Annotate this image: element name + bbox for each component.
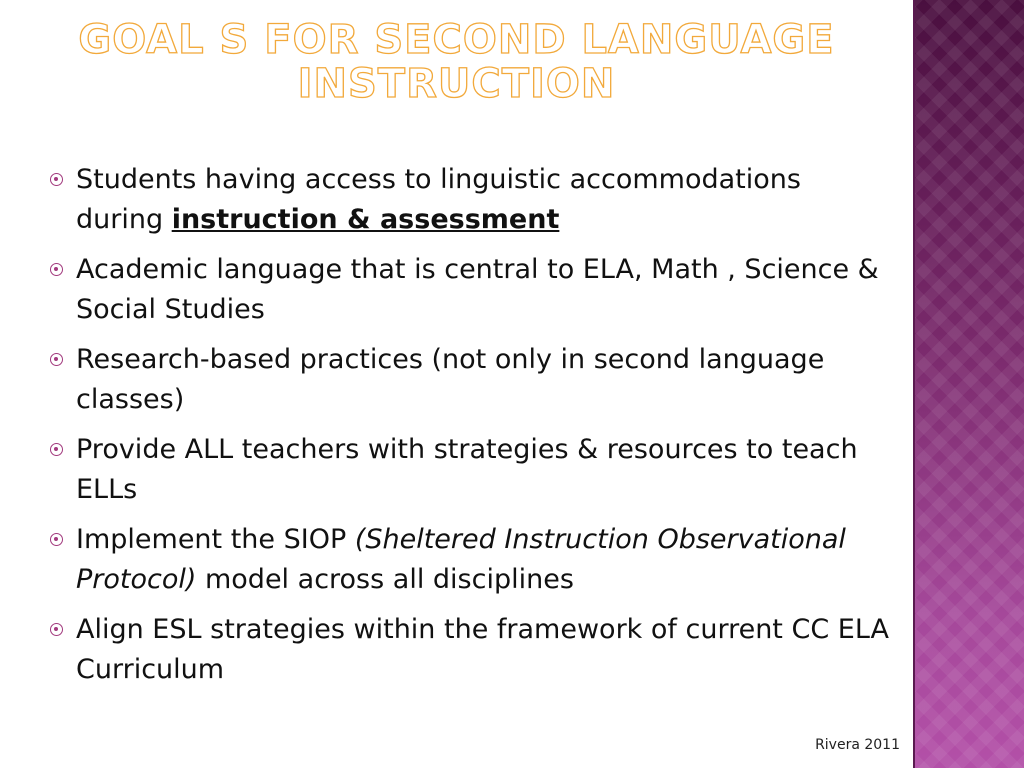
slide-title: [0, 18, 913, 106]
decorative-side-band: [913, 0, 1024, 768]
bullet-list: [48, 160, 893, 700]
bullet-item: [48, 520, 893, 600]
bullet-text: Implement the SIOP: [76, 524, 355, 555]
bullet-item: [48, 250, 893, 330]
bullet-item: [48, 430, 893, 510]
bullet-item: [48, 160, 893, 240]
bullet-text: model across all disciplines: [196, 564, 574, 595]
title-line-1: GOAL S FOR SECOND LANGUAGE: [78, 17, 835, 63]
title-line-2: INSTRUCTION: [297, 61, 616, 107]
bullet-circle-icon: [50, 443, 63, 456]
bullet-circle-icon: [50, 533, 63, 546]
bullet-text: Students having access to linguistic accommodations during: [76, 164, 801, 235]
bullet-text: Academic language that is central to ELA, Math , Science & Social Studies: [76, 254, 879, 325]
bullet-italic-text: (Sheltered Instruction Observational Protocol): [76, 524, 846, 595]
bullet-text: Research-based practices (not only in second language classes): [76, 344, 825, 415]
footer-credit: Rivera 2011: [815, 737, 900, 753]
bullet-text: Align ESL strategies within the framework of current CC ELA Curriculum: [76, 614, 889, 685]
bullet-circle-icon: [50, 353, 63, 366]
bullet-circle-icon: [50, 173, 63, 186]
bullet-emphasis: instruction & assessment: [171, 204, 560, 235]
bullet-item: [48, 340, 893, 420]
bullet-item: [48, 610, 893, 690]
bullet-circle-icon: [50, 623, 63, 636]
bullet-text: Provide ALL teachers with strategies & resources to teach ELLs: [76, 434, 858, 505]
bullet-circle-icon: [50, 263, 63, 276]
